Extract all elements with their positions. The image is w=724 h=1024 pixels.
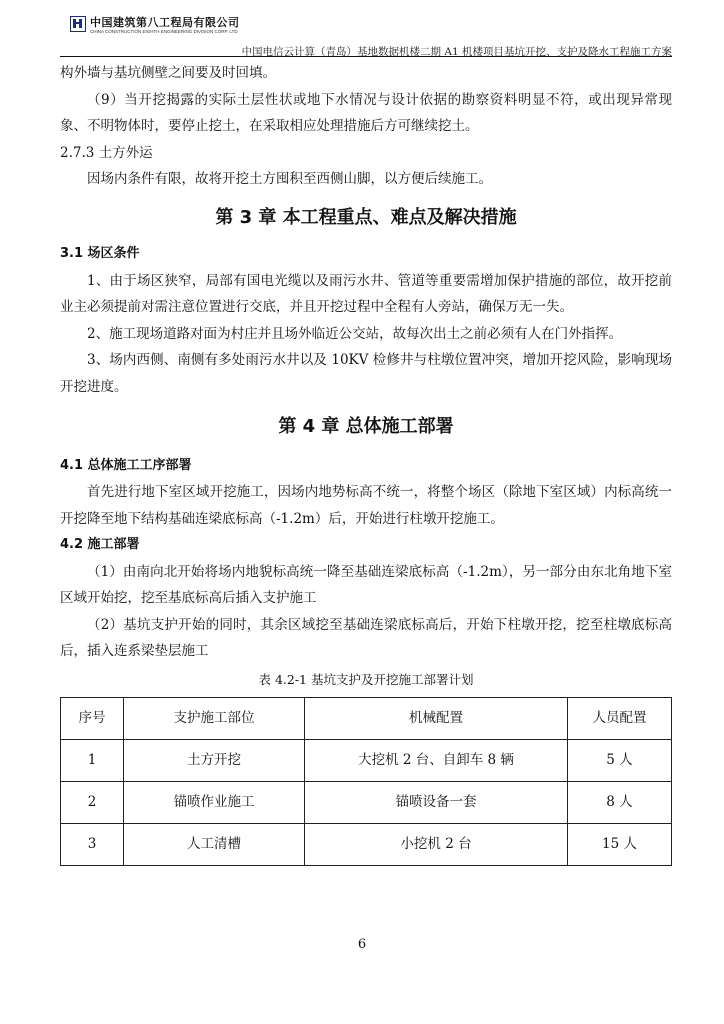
table-caption: 表 4.2-1 基坑支护及开挖施工部署计划 [258,671,474,687]
table-cell: 人工清槽 [124,824,305,866]
table-row [61,740,672,782]
paragraph: （1）由南向北开始将场内地貌标高统一降至基础连梁底标高（-1.2m），另一部分由东北角地下室区域开始挖，挖至基底标高后插入支护施工 [60,563,672,606]
company-name-en: CHINA CONSTRUCTION EIGHTH ENGINEERING DIVISION CORP. LTD [90,29,238,34]
column-header: 支护施工部位 [124,698,305,740]
column-header: 机械配置 [305,698,568,740]
table-row [61,782,672,824]
paragraph: 1、由于场区狭窄，局部有国电光缆以及雨污水井、管道等重要需增加保护措施的部位，故开挖前业主必须提前对需注意位置进行交底，并且开挖过程中全程有人旁站，确保万无一失。 [60,272,672,315]
column-header: 序号 [61,698,124,740]
table-cell: 锚喷作业施工 [124,782,305,824]
page-content [60,60,672,866]
header-divider [60,56,672,57]
company-logo-icon [70,16,86,32]
table-row [61,824,672,866]
column-header: 人员配置 [568,698,672,740]
paragraph: 构外墙与基坑侧壁之间要及时回填。 [60,65,276,81]
table-cell: 8 人 [568,782,672,824]
paragraph: （2）基坑支护开始的同时，其余区域挖至基础连梁底标高后，开始下柱墩开挖，挖至柱墩底标高后，插入连系梁垫层施工 [60,616,672,659]
section-heading: 4.1 总体施工工序部署 [60,457,192,473]
subsection-heading: 2.7.3 土方外运 [60,144,153,161]
section-heading: 3.1 场区条件 [60,246,140,261]
document-title: 中国电信云计算（青岛）基地数据机楼二期 A1 机楼项目基坑开挖、支护及降水工程施工方案 [241,46,672,58]
table-cell: 大挖机 2 台、自卸车 8 辆 [305,740,568,782]
company-name-cn: 中国建筑第八工程局有限公司 [90,16,240,29]
table-cell: 2 [61,782,124,824]
page-number: 6 [357,937,367,952]
table-cell: 锚喷设备一套 [305,782,568,824]
chapter-heading: 第 4 章 总体施工部署 [278,416,454,437]
table-cell: 3 [61,824,124,866]
paragraph: 3、场内西侧、南侧有多处雨污水井以及 10KV 检修井与柱墩位置冲突，增加开挖风险，影响现场开挖进度。 [60,352,672,395]
table-cell: 1 [61,740,124,782]
deployment-plan-table [60,697,672,866]
table-header-row [61,698,672,740]
table-cell: 5 人 [568,740,672,782]
paragraph: 2、施工现场道路对面为村庄并且场外临近公交站，故每次出土之前必须有人在门外指挥。 [87,325,623,342]
paragraph: 因场内条件有限，故将开挖土方囤积至西侧山脚，以方便后续施工。 [87,171,492,187]
section-heading: 4.2 施工部署 [60,537,140,552]
chapter-heading: 第 3 章 本工程重点、难点及解决措施 [215,206,517,228]
paragraph: （9）当开挖揭露的实际土层性状或地下水情况与设计依据的勘察资料明显不符，或出现异常现象、不明物体时，要停止挖土，在采取相应处理措施后方可继续挖土。 [60,91,672,134]
table-cell: 土方开挖 [124,740,305,782]
table-cell: 15 人 [568,824,672,866]
paragraph: 首先进行地下室区域开挖施工，因场内地势标高不统一，将整个场区（除地下室区域）内标高统一开挖降至地下结构基础连梁底标高（-1.2m）后，开始进行柱墩开挖施工。 [60,484,672,527]
table-cell: 小挖机 2 台 [305,824,568,866]
